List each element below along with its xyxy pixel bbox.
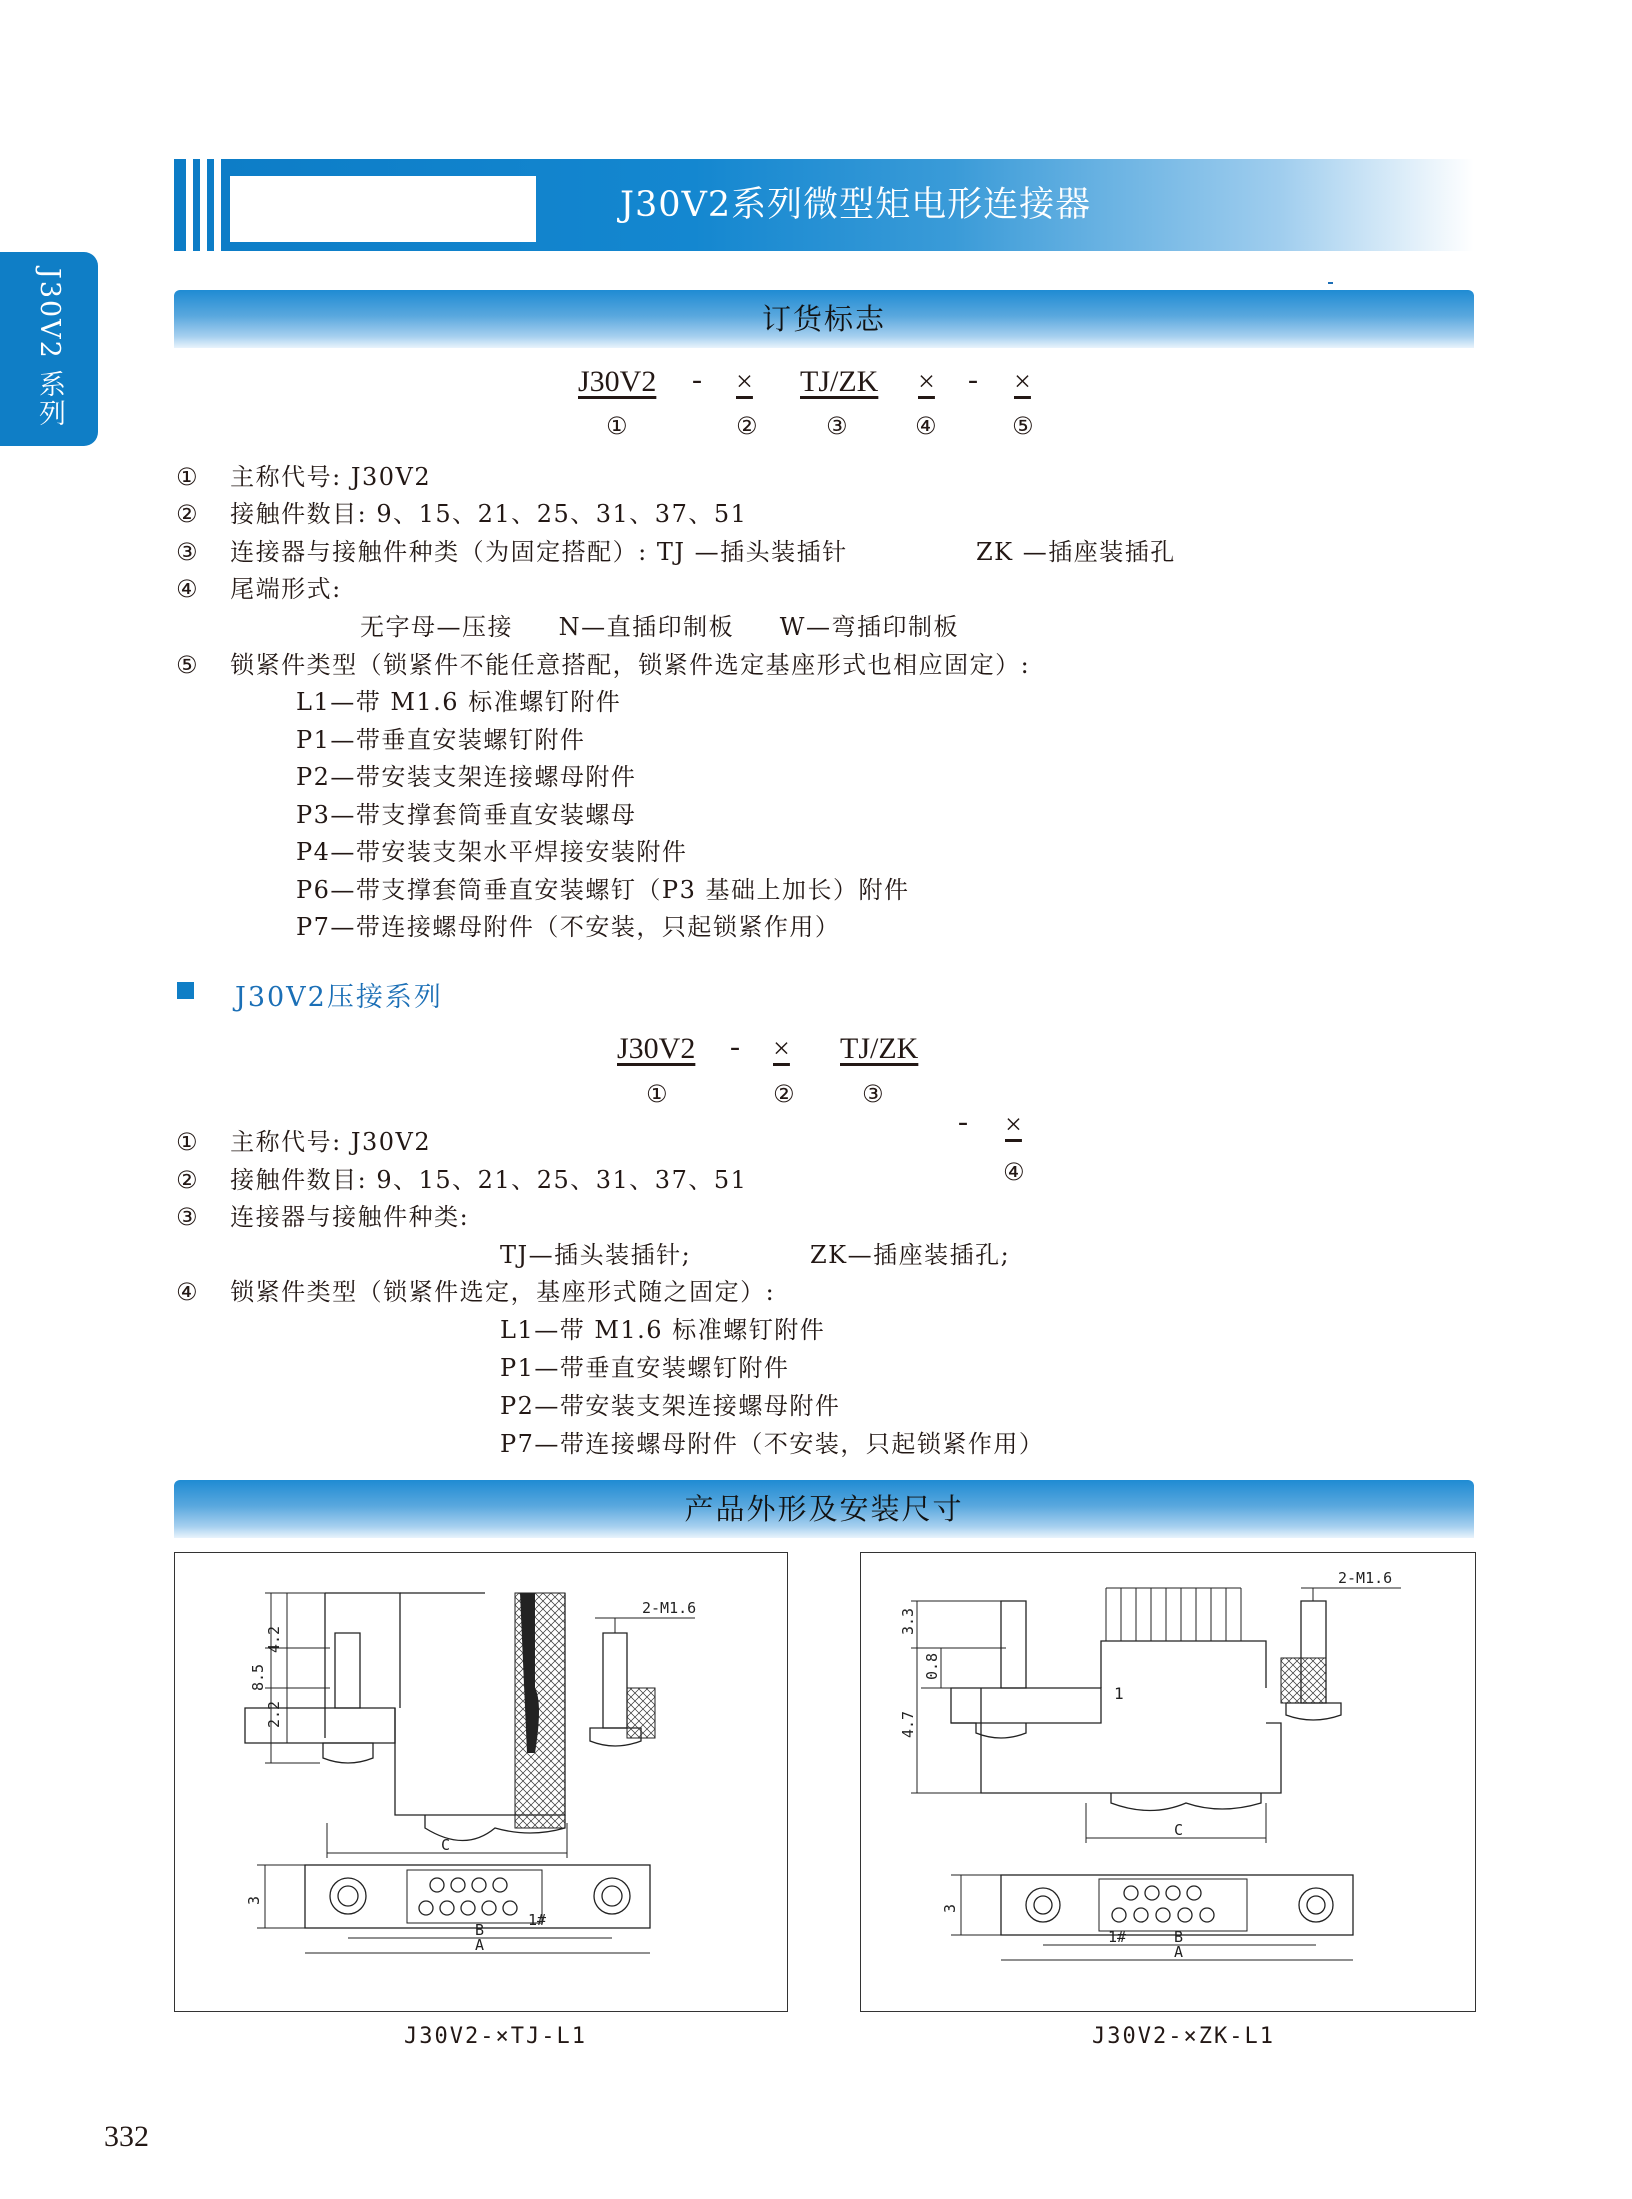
crimp-code-part2: × <box>773 1032 790 1065</box>
lock-type: L1—带 M1.6 标准螺钉附件 <box>296 688 622 716</box>
order-code-num: ① <box>606 412 628 440</box>
drawing-right <box>861 1553 1475 2011</box>
mount-hole <box>594 1878 630 1914</box>
order-code-num: ② <box>736 412 758 440</box>
crimp-type-zk: ZK—插座装插孔; <box>810 1241 1011 1269</box>
dim-label: 1# <box>528 1911 547 1929</box>
contact-socket <box>1124 1886 1138 1900</box>
dim-label: C <box>441 1836 451 1854</box>
contact-pin <box>503 1901 517 1915</box>
item-num: ④ <box>176 1278 200 1306</box>
contact-pin <box>430 1878 444 1892</box>
screw-shape <box>335 1633 360 1708</box>
crimp-code-part3: TJ/ZK <box>840 1032 919 1065</box>
lock-type: P1—带垂直安装螺钉附件 <box>296 726 586 754</box>
body-shape <box>325 1593 400 1708</box>
drawing-caption-left: J30V2-×TJ-L1 <box>404 2024 587 2049</box>
crimp-item <box>176 1272 775 1307</box>
item-num: ④ <box>176 575 200 603</box>
drawing-frame-right <box>860 1552 1476 2012</box>
drawing-left <box>175 1553 787 2011</box>
item-num: ① <box>176 1128 200 1156</box>
order-item <box>176 457 431 492</box>
contact-pin <box>451 1878 465 1892</box>
dim-label: C <box>1174 1821 1184 1839</box>
mount-hole <box>1307 1896 1325 1914</box>
order-item-extra: ZK —插座装插孔 <box>976 538 1176 566</box>
drawing-frame-left <box>174 1552 788 2012</box>
contact-socket <box>1134 1908 1148 1922</box>
order-code-num: ④ <box>915 412 937 440</box>
mount-hole <box>1299 1888 1333 1922</box>
dim-label: 3 <box>245 1895 263 1905</box>
lock-type: L1—带 M1.6 标准螺钉附件 <box>500 1316 826 1344</box>
mount-hole <box>330 1878 366 1914</box>
order-code-num: ③ <box>826 412 848 440</box>
item-text: 接触件数目: 9、15、21、25、31、37、51 <box>230 1166 748 1194</box>
crimp-item <box>176 1122 431 1157</box>
item-text: 接触件数目: 9、15、21、25、31、37、51 <box>230 500 748 528</box>
header-banner <box>174 159 1474 251</box>
contact-pin <box>440 1901 454 1915</box>
bullet-square-icon <box>177 982 194 999</box>
lock-type: P7—带连接螺母附件（不安装，只起锁紧作用） <box>296 913 841 941</box>
dim-label: 4.7 <box>899 1710 917 1738</box>
page-number: 332 <box>104 2120 149 2153</box>
mount-hole <box>1026 1888 1060 1922</box>
screw-head-shape <box>1286 1703 1341 1720</box>
dim-label: 1 <box>1114 1684 1124 1703</box>
screw-head-shape <box>323 1743 373 1763</box>
dim-label: B <box>475 1921 485 1939</box>
screw-shape <box>603 1633 627 1728</box>
dim-label: 4.2 <box>265 1625 283 1653</box>
crimp-code-num: ③ <box>862 1080 884 1108</box>
order-code-dash1: - <box>692 363 702 396</box>
contact-pin <box>419 1901 433 1915</box>
order-code-part5: × <box>1014 365 1031 398</box>
item-num: ③ <box>176 1203 200 1231</box>
dimensions-section-bar <box>174 1480 1474 1538</box>
lock-type: P3—带支撑套筒垂直安装螺母 <box>296 801 637 829</box>
header-title: J30V2系列微型矩电形连接器 <box>620 185 1092 225</box>
item-text: 连接器与接触件种类: <box>230 1203 470 1231</box>
dim-label: A <box>475 1936 485 1954</box>
dim-label: 3.3 <box>899 1607 917 1635</box>
item-num: ③ <box>176 538 200 566</box>
crimp-item <box>176 1197 469 1232</box>
contact-socket <box>1166 1886 1180 1900</box>
order-code-num: ⑤ <box>1012 412 1034 440</box>
contact-pin <box>472 1878 486 1892</box>
item-text: 锁紧件类型（锁紧件选定，基座形式随之固定）: <box>230 1278 776 1306</box>
contact-pin <box>482 1901 496 1915</box>
contact-array <box>1106 1588 1241 1641</box>
crimp-code-dash2: - <box>958 1105 968 1138</box>
header-logo-box <box>230 176 536 242</box>
dim-label: 1# <box>1108 1928 1127 1946</box>
contact-pin <box>493 1878 507 1892</box>
dim-label: 2.2 <box>265 1700 283 1728</box>
contact-area <box>1099 1879 1247 1931</box>
order-item <box>176 569 342 604</box>
decor-dot <box>1328 282 1333 284</box>
contact-pin <box>461 1901 475 1915</box>
body-shape <box>951 1688 1101 1723</box>
contact-socket <box>1156 1908 1170 1922</box>
lock-type: P2—带安装支架连接螺母附件 <box>500 1392 841 1420</box>
side-tab-label: J30V2 系列 <box>34 268 65 429</box>
item-num: ① <box>176 463 200 491</box>
dim-label: 8.5 <box>249 1663 267 1691</box>
crimp-code-num: ④ <box>1003 1158 1025 1186</box>
dimensions-section-title: 产品外形及安装尺寸 <box>684 1492 964 1526</box>
item-text: 尾端形式: <box>230 575 342 603</box>
order-code-part4: × <box>918 365 935 398</box>
order-item <box>176 494 747 529</box>
order-code-part2: × <box>736 365 753 398</box>
drawing-caption-right: J30V2-×ZK-L1 <box>1092 2024 1275 2049</box>
tail-forms: 无字母—压接 N—直插印制板 W—弯插印制板 <box>360 613 959 641</box>
crimp-code-part4: × <box>1005 1108 1022 1141</box>
hatch-section <box>627 1688 655 1738</box>
lock-type: P7—带连接螺母附件（不安装，只起锁紧作用） <box>500 1430 1045 1458</box>
order-item <box>176 532 848 567</box>
order-code-dash2: - <box>968 363 978 396</box>
crimp-code-dash1: - <box>730 1030 740 1063</box>
crimp-code-num: ② <box>773 1080 795 1108</box>
lock-type: P2—带安装支架连接螺母附件 <box>296 763 637 791</box>
contact-socket <box>1112 1908 1126 1922</box>
bottom-view-body <box>305 1865 650 1928</box>
item-text: 锁紧件类型（锁紧件不能任意搭配，锁紧件选定基座形式也相应固定）: <box>230 651 1031 679</box>
mount-hole <box>338 1886 358 1906</box>
mount-hole <box>1034 1896 1052 1914</box>
ordering-section-bar <box>174 290 1474 348</box>
order-code-part1: J30V2 <box>578 365 657 398</box>
item-num: ② <box>176 1166 200 1194</box>
body-shape <box>1111 1793 1261 1811</box>
dim-label: B <box>1174 1928 1184 1946</box>
ordering-section-title: 订货标志 <box>761 302 886 336</box>
lock-type: P1—带垂直安装螺钉附件 <box>500 1354 790 1382</box>
hatch-section <box>1281 1658 1326 1703</box>
body-shape <box>1101 1641 1266 1688</box>
crimp-item <box>176 1160 747 1195</box>
item-num: ⑤ <box>176 651 200 679</box>
bottom-view-body <box>1001 1875 1353 1935</box>
order-code-part3: TJ/ZK <box>800 365 879 398</box>
contact-socket <box>1178 1908 1192 1922</box>
crimp-code-num: ① <box>646 1080 668 1108</box>
banner-stripe <box>200 159 207 251</box>
dim-label-thread: 2-M1.6 <box>642 1599 697 1617</box>
crimp-series-title: J30V2压接系列 <box>235 982 443 1013</box>
item-text: 主称代号: J30V2 <box>230 463 432 491</box>
contact-socket <box>1145 1886 1159 1900</box>
crimp-type-tj: TJ—插头装插针; <box>500 1241 692 1269</box>
dim-label-thread: 2-M1.6 <box>1338 1569 1393 1587</box>
order-item <box>176 645 1030 680</box>
banner-stripe <box>214 159 221 251</box>
dim-label: A <box>1174 1943 1184 1961</box>
screw-head-shape <box>951 1723 1026 1738</box>
contact-socket <box>1200 1908 1214 1922</box>
dim-label: 3 <box>941 1903 959 1913</box>
screw-shape <box>1001 1601 1026 1688</box>
item-num: ② <box>176 500 200 528</box>
side-tab <box>0 252 98 446</box>
crimp-code-part1: J30V2 <box>617 1032 696 1065</box>
dim-label: 0.8 <box>923 1652 941 1680</box>
body-shape <box>981 1688 1281 1793</box>
item-text: 连接器与接触件种类（为固定搭配）: TJ —插头装插针 <box>230 538 848 566</box>
lock-type: P6—带支撑套筒垂直安装螺钉（P3 基础上加长）附件 <box>296 876 910 904</box>
mount-hole <box>602 1886 622 1906</box>
banner-stripe <box>186 159 193 251</box>
contact-socket <box>1187 1886 1201 1900</box>
lock-type: P4—带安装支架水平焊接安装附件 <box>296 838 688 866</box>
item-text: 主称代号: J30V2 <box>230 1128 432 1156</box>
